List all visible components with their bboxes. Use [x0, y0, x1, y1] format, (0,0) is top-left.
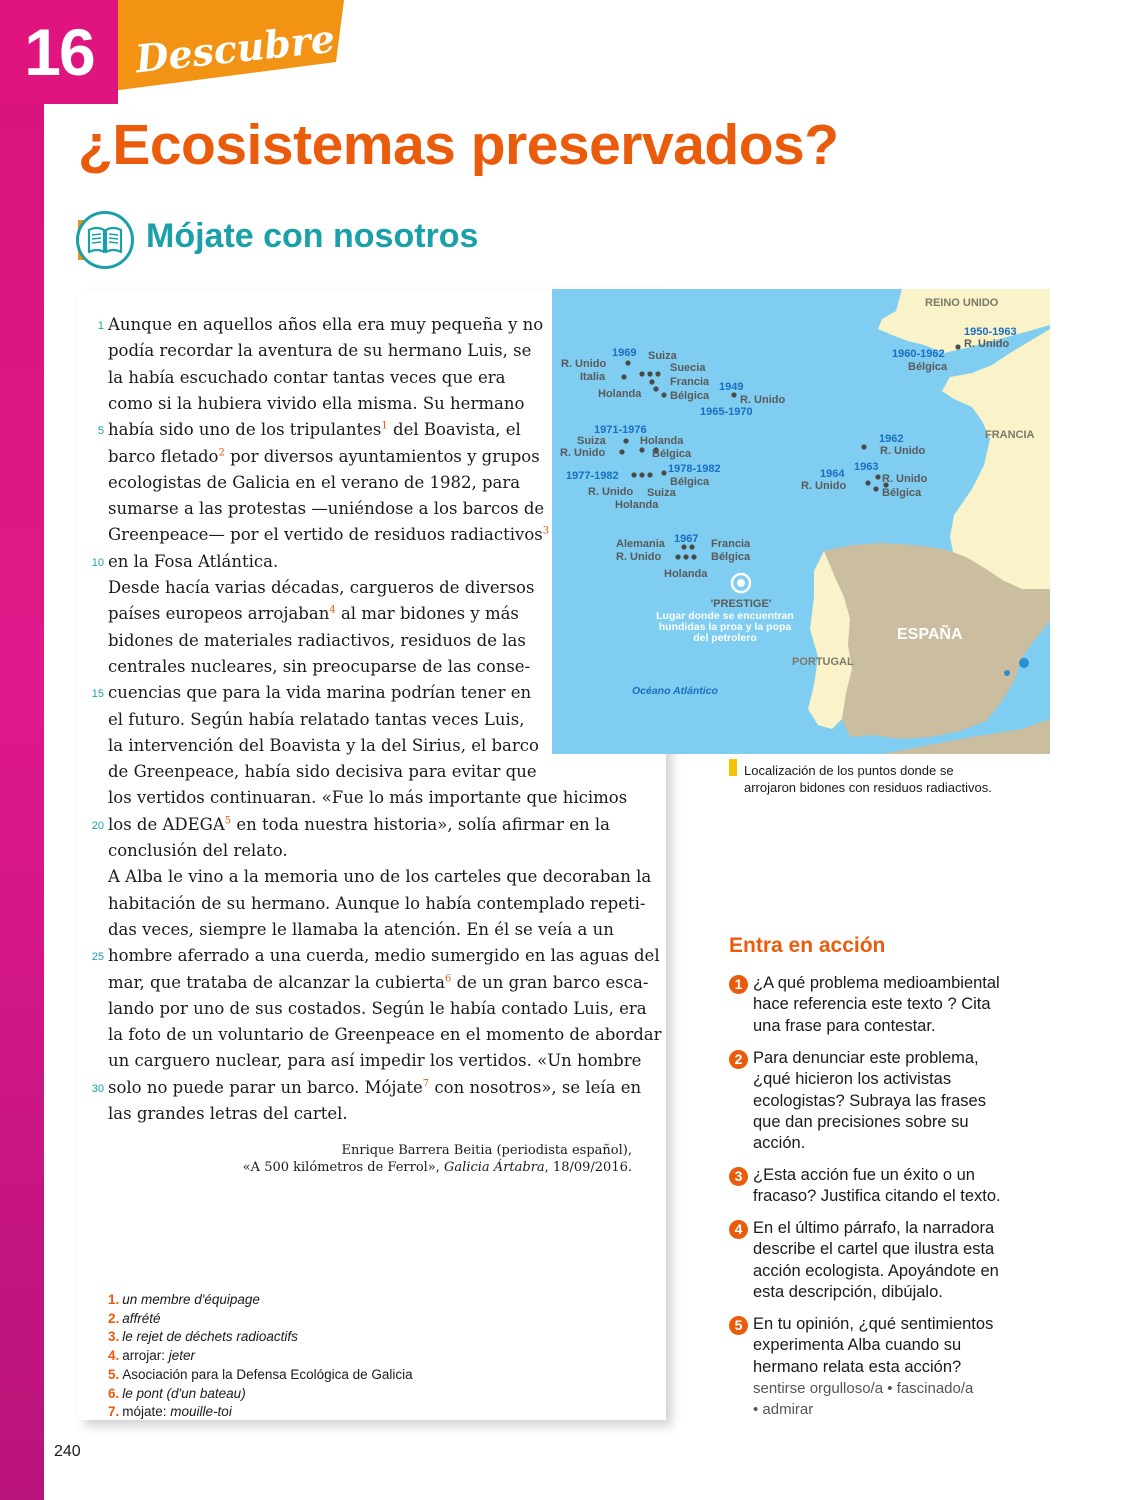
text-line — [108, 736, 539, 755]
dump-point-dot — [621, 374, 626, 379]
map-tag-alemania: Alemania — [616, 538, 665, 550]
text-fragment: como si la hubiera vivido ella misma. Su hermano — [108, 393, 525, 413]
text-line — [108, 867, 651, 886]
text-line — [108, 710, 524, 729]
text-fragment: de Greenpeace, había sido decisiva para evitar que — [108, 762, 537, 782]
dump-point-dot — [639, 371, 644, 376]
map-tag-francia-1969: Francia — [670, 376, 710, 388]
footnote-number: 3. — [108, 1329, 120, 1345]
question-number: 4 — [729, 1220, 748, 1239]
dumping-sites-map — [552, 289, 1050, 754]
dump-point-dot — [731, 392, 736, 397]
map-year-1967: 1967 — [674, 533, 699, 545]
text-line — [108, 788, 627, 807]
map-tag-holanda-1971: Holanda — [640, 435, 684, 447]
map-year-1971-1976: 1971-1976 — [594, 424, 647, 436]
question-number: 5 — [729, 1316, 748, 1335]
footnote-item — [108, 1329, 298, 1344]
text-fragment: había sido uno de los tripulantes — [108, 420, 382, 440]
text-line — [108, 578, 534, 597]
text-fragment: sumarse a las protestas —uniéndose a los barcos de — [108, 499, 545, 519]
map-label-spain: ESPAÑA — [897, 626, 963, 643]
text-fragment: países europeos arrojaban — [108, 604, 330, 624]
source-article: «A 500 kilómetros de Ferrol», — [242, 1160, 445, 1175]
map-tag-uk-1963: R. Unido — [882, 473, 928, 485]
footnote-ref: 3 — [542, 525, 550, 537]
section-title: Mójate con nosotros — [146, 217, 479, 255]
line-number: 30 — [91, 1082, 104, 1095]
text-line — [108, 1025, 662, 1044]
dump-point-dot — [861, 444, 866, 449]
map-island-2 — [1004, 670, 1010, 676]
text-line — [108, 473, 520, 492]
page-number: 240 — [54, 1443, 81, 1460]
map-label-ocean: Océano Atlántico — [632, 685, 718, 697]
left-color-strip — [0, 0, 44, 1500]
source-publication: Galicia Ártabra — [444, 1160, 545, 1175]
text-fragment: del Boavista, el — [387, 420, 521, 440]
map-year-1962: 1962 — [879, 433, 904, 445]
footnote-ref: 5 — [224, 815, 232, 827]
dump-point-dot — [639, 447, 644, 452]
question-text-line: acción. — [753, 1134, 806, 1153]
text-line — [108, 315, 543, 334]
dump-point-dot — [875, 474, 880, 479]
dump-point-dot — [623, 438, 628, 443]
map-tag-suiza-1969: Suiza — [648, 350, 677, 362]
footnote-ref: 4 — [329, 604, 336, 616]
section-icon-circle — [76, 211, 134, 269]
question-text-line: hermano relata esta acción? — [753, 1357, 962, 1376]
text-fragment: la había escuchado contar tantas veces que era — [108, 367, 506, 387]
source-date: , 18/09/2016. — [544, 1160, 632, 1175]
prestige-desc-1: Lugar donde se encuentran — [656, 610, 794, 622]
question-text-line: esta descripción, dibújalo. — [753, 1282, 943, 1301]
text-line — [108, 683, 531, 702]
map-tag-holanda-1977: Holanda — [615, 499, 659, 511]
question-number: 1 — [729, 975, 748, 994]
question-text-line: En tu opinión, ¿qué sentimientos — [753, 1315, 994, 1333]
map-label-portugal: PORTUGAL — [792, 656, 854, 668]
question-text-line: describe el cartel que ilustra esta — [753, 1240, 995, 1259]
vocabulary-hint-2: • admirar — [753, 1401, 814, 1418]
footnote-translation: un membre d'équipage — [122, 1292, 260, 1307]
map-year-1978-1982: 1978-1982 — [668, 463, 721, 475]
text-line — [108, 999, 647, 1018]
text-fragment: habitación de su hermano. Aunque lo había contemplado repeti- — [108, 893, 646, 913]
text-fragment: A Alba le vino a la memoria uno de los carteles que decoraban la — [108, 867, 652, 887]
page-title: ¿Ecosistemas preservados? — [78, 113, 839, 177]
text-fragment: ecologistas de Galicia en el verano de 1982, para — [108, 472, 521, 492]
text-fragment: Greenpeace— por el vertido de residuos radiactivos — [108, 525, 543, 545]
footnote-ref: 6 — [444, 973, 452, 984]
map-year-1963: 1963 — [854, 461, 879, 473]
text-fragment: un carguero nuclear, para así impedir los vertidos. «Un hombre — [108, 1051, 642, 1071]
text-line — [108, 946, 660, 965]
map-tag-uk-1969: R. Unido — [561, 358, 607, 370]
footnote-ref: 1 — [381, 420, 388, 432]
footnote-ref: 2 — [218, 447, 225, 458]
dump-point-dot — [675, 554, 680, 559]
map-tag-belgica-1969: Bélgica — [670, 390, 710, 402]
map-tag-italia: Italia — [580, 371, 606, 383]
question-text-line: experimenta Alba cuando su — [753, 1336, 962, 1355]
text-line — [108, 499, 544, 518]
dump-point-dot — [653, 386, 658, 391]
question-text-line: Para denunciar este problema, — [753, 1049, 979, 1067]
text-fragment: los de ADEGA — [108, 814, 225, 834]
map-year-1977-1982: 1977-1982 — [566, 470, 619, 482]
dump-point-dot — [873, 486, 878, 491]
footnote-translation: mouille-toi — [170, 1404, 232, 1420]
footnote-number: 1. — [108, 1292, 120, 1307]
question-text-line: fracaso? Justifica citando el texto. — [753, 1187, 1001, 1206]
prestige-desc-2: hundidas la proa y la popa — [658, 621, 792, 633]
footnote-number: 4. — [108, 1348, 120, 1364]
text-line — [108, 525, 549, 544]
map-label-france: FRANCIA — [985, 429, 1035, 441]
map-tag-belgica-1971: Bélgica — [652, 448, 692, 460]
map-caption-line-2: arrojaron bidones con residuos radiactivos. — [744, 780, 992, 795]
text-line — [108, 420, 521, 439]
footnote-item — [108, 1404, 232, 1419]
text-line — [108, 631, 526, 650]
text-line — [108, 920, 614, 939]
dump-point-dot — [647, 371, 652, 376]
text-fragment: al mar bidones y más — [335, 604, 519, 624]
text-line — [108, 1078, 641, 1097]
map-tag-uk-1977: R. Unido — [588, 486, 634, 498]
question-text-line: ¿Esta acción fue un éxito o un — [753, 1166, 975, 1184]
map-label-uk: REINO UNIDO — [925, 297, 999, 309]
question-text-line: una frase para contestar. — [753, 1016, 936, 1035]
text-line — [108, 447, 540, 466]
dump-point-dot — [691, 554, 696, 559]
text-fragment: las grandes letras del cartel. — [108, 1104, 348, 1123]
text-fragment: lando por uno de sus costados. Según le había contado Luis, era — [108, 998, 647, 1018]
map-tag-uk-1971: R. Unido — [560, 447, 606, 459]
vocabulary-hint-1: sentirse orgulloso/a • fascinado/a — [753, 1380, 974, 1397]
question-text-line: ¿qué hicieron los activistas — [753, 1070, 952, 1089]
text-fragment: Aunque en aquellos años ella era muy pequeña y no — [108, 315, 544, 334]
dump-point-dot — [647, 472, 652, 477]
map-tag-uk-1962: R. Unido — [880, 445, 926, 457]
text-fragment: de un gran barco esca- — [451, 972, 649, 992]
map-tag-holanda-1969: Holanda — [598, 388, 642, 400]
dump-point-dot — [689, 544, 694, 549]
open-book-icon — [79, 214, 131, 266]
text-fragment: hombre aferrado a una cuerda, medio sumergido en las aguas del — [108, 946, 660, 966]
text-fragment: bidones de materiales radiactivos, residuos de las — [108, 630, 526, 650]
map-year-1960-1962: 1960-1962 — [892, 348, 945, 360]
question-text-line: acción ecologista. Apoyándote en — [753, 1261, 999, 1280]
prestige-name: 'PRESTIGE' — [710, 598, 772, 610]
text-fragment: podía recordar la aventura de su hermano Luis, se — [108, 341, 532, 361]
text-fragment: Desde hacía varias décadas, cargueros de diversos — [108, 578, 535, 597]
text-line — [108, 1051, 641, 1070]
text-line — [108, 762, 537, 781]
footnote-translation: le rejet de déchets radioactifs — [122, 1329, 298, 1345]
footnote-item — [108, 1386, 246, 1401]
question-text-line: hace referencia este texto ? Cita — [753, 995, 991, 1014]
footnote-translation: le pont (d'un bateau) — [122, 1385, 246, 1401]
map-year-1965-1970: 1965-1970 — [700, 406, 753, 418]
text-line — [108, 973, 648, 992]
question-text-line: que dan precisiones sobre su — [753, 1112, 969, 1131]
text-fragment: solo no puede parar un barco. Mójate — [108, 1077, 423, 1097]
text-line — [108, 815, 610, 834]
footnote-item — [108, 1348, 195, 1363]
dump-point-dot — [619, 449, 624, 454]
dump-point-dot — [683, 554, 688, 559]
dump-point-dot — [639, 472, 644, 477]
text-line — [108, 841, 288, 860]
footnote-number: 2. — [108, 1310, 120, 1326]
header-tab-label: Descubre — [133, 15, 337, 82]
question-number: 3 — [729, 1167, 748, 1186]
question-text-line: ecologistas? Subraya las frases — [753, 1091, 986, 1110]
unit-number: 16 — [0, 0, 118, 104]
map-year-1969: 1969 — [612, 347, 637, 359]
text-fragment: por diversos ayuntamientos y grupos — [224, 446, 540, 466]
footnote-text: Asociación para la Defensa Ecológica de Galicia — [122, 1366, 413, 1382]
footnote-number: 6. — [108, 1385, 120, 1401]
dump-point-dot — [655, 371, 660, 376]
line-number: 1 — [97, 320, 104, 332]
source-line-2 — [243, 1160, 632, 1175]
text-line — [108, 341, 531, 360]
dump-point-dot — [631, 472, 636, 477]
map-tag-uk-1949: R. Unido — [740, 394, 786, 406]
prestige-marker-dot — [737, 579, 745, 587]
source-line-1: Enrique Barrera Beitia (periodista español), — [341, 1143, 632, 1158]
map-tag-suiza-1977: Suiza — [647, 487, 676, 499]
text-fragment: la foto de un voluntario de Greenpeace en el momento de abordar — [108, 1025, 662, 1045]
text-fragment: la intervención del Boavista y la del Sirius, el barco — [108, 735, 539, 755]
map-tag-belgica-1978: Bélgica — [670, 476, 710, 488]
footnote-item — [108, 1311, 161, 1326]
line-number: 5 — [97, 425, 104, 438]
text-fragment: das veces, siempre le llamaba la atención. En él se veía a un — [108, 919, 614, 939]
dump-point-dot — [681, 544, 686, 549]
text-fragment: los vertidos continuaran. «Fue lo más importante que hicimos — [108, 788, 628, 808]
footnote-ref: 7 — [422, 1078, 430, 1090]
footnote-item — [108, 1292, 260, 1307]
map-tag-uk-1967: R. Unido — [616, 551, 662, 563]
map-tag-uk-1950: R. Unido — [964, 338, 1010, 350]
dump-point-dot — [955, 344, 960, 349]
text-line — [108, 604, 519, 623]
line-number: 15 — [91, 688, 104, 701]
prestige-desc-3: del petrolero — [693, 632, 757, 644]
text-fragment: con nosotros», se leía en — [429, 1077, 642, 1097]
footnote-number: 7. — [108, 1404, 120, 1420]
map-year-1949: 1949 — [719, 381, 744, 393]
text-fragment: conclusión del relato. — [108, 841, 288, 860]
footnote-translation: affrété — [122, 1310, 161, 1326]
activities-title: Entra en acción — [729, 934, 886, 957]
map-tag-suiza-1971: Suiza — [577, 435, 606, 447]
question-number: 2 — [729, 1050, 748, 1069]
map-tag-francia-1967: Francia — [711, 538, 751, 550]
map-tag-belgica-1967: Bélgica — [711, 551, 751, 563]
line-number: 25 — [91, 951, 104, 964]
footnote-item — [108, 1367, 413, 1382]
map-caption — [744, 762, 992, 796]
footnote-text: mójate: — [122, 1404, 171, 1420]
text-line — [108, 657, 530, 676]
map-island-1 — [1019, 658, 1029, 668]
question-text-line: En el último párrafo, la narradora — [753, 1219, 995, 1237]
map-tag-belgica-1963: Bélgica — [882, 487, 922, 499]
text-line — [108, 552, 278, 571]
dump-point-dot — [865, 480, 870, 485]
text-line — [108, 368, 505, 387]
dump-point-dot — [661, 392, 666, 397]
footnote-translation: jeter — [168, 1348, 196, 1364]
caption-accent-bar — [729, 759, 737, 776]
line-number: 10 — [91, 556, 104, 569]
footnote-number: 5. — [108, 1366, 120, 1382]
map-year-1964: 1964 — [820, 468, 845, 480]
text-line — [108, 394, 524, 413]
map-tag-uk-1964: R. Unido — [801, 480, 847, 492]
question-text-line: ¿A qué problema medioambiental — [753, 974, 1000, 992]
map-caption-line-1: Localización de los puntos donde se — [744, 763, 954, 778]
text-line — [108, 894, 645, 913]
text-fragment: barco fletado — [108, 446, 219, 466]
text-fragment: en toda nuestra historia», solía afirmar en la — [231, 814, 610, 834]
map-tag-belgica-1960: Bélgica — [908, 361, 948, 373]
dump-point-dot — [661, 470, 666, 475]
map-svg — [552, 289, 1050, 754]
map-tag-holanda-1967: Holanda — [664, 568, 708, 580]
text-line — [108, 1104, 348, 1123]
text-fragment: cuencias que para la vida marina podrían tener en — [108, 683, 532, 703]
dump-point-dot — [649, 379, 654, 384]
map-year-1950-1963: 1950-1963 — [964, 326, 1017, 338]
dump-point-dot — [625, 360, 630, 365]
text-fragment: en la Fosa Atlántica. — [108, 551, 279, 571]
map-tag-suecia: Suecia — [670, 362, 706, 374]
text-fragment: el futuro. Según había relatado tantas veces Luis, — [108, 709, 525, 729]
line-number: 20 — [91, 819, 104, 832]
text-fragment: mar, que trataba de alcanzar la cubierta — [108, 972, 445, 992]
footnote-text: arrojar: — [122, 1348, 169, 1364]
text-fragment: centrales nucleares, sin preocuparse de las conse- — [108, 656, 531, 676]
